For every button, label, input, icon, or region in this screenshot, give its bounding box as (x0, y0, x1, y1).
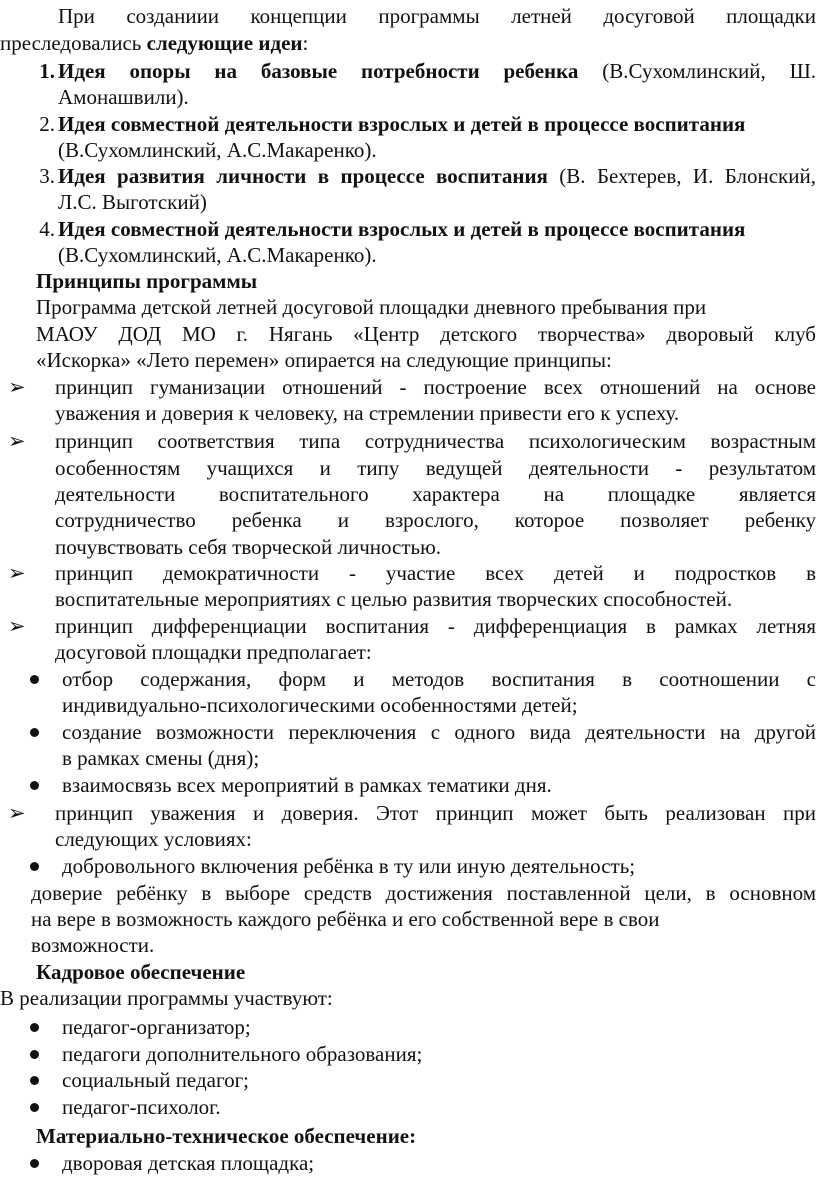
idea-number: 4. (39, 217, 55, 241)
principle-1-line-1: принцип гуманизации отношений - построение всех отношений на основе (55, 375, 816, 399)
principle-2-line-2: особенностям учащихся и типу ведущей деятельности - результатом (55, 456, 816, 480)
bullet-dot-icon (30, 1159, 39, 1168)
principle-2-line-3: деятельности воспитательного характера на площадке является (55, 482, 816, 506)
principles-intro-2: МАОУ ДОД МО г. Нягань «Центр детского творчества» дворовый клуб (36, 322, 816, 346)
bullet-dot-icon (30, 728, 39, 737)
arrow-bullet-icon: ➢ (8, 375, 26, 399)
principle-2-line-1: принцип соответствия типа сотрудничества психологическим возрастным (55, 429, 816, 453)
idea-1-line-1: Идея опоры на базовые потребности ребенка (В.Сухомлинский, Ш. (58, 59, 816, 83)
idea-3-line-1: Идея развития личности в процессе воспитания (В. Бехтерев, И. Блонский, (58, 164, 816, 188)
principle-3-line-1: принцип демократичности - участие всех детей и подростков в (55, 561, 816, 585)
principle-3-line-2: воспитательные мероприятиях с целью развития творческих способностей. (55, 587, 733, 611)
bullet-dot-icon (30, 1050, 39, 1059)
staff-item: педагог-организатор; (62, 1015, 251, 1039)
principles-intro-1: Программа детской летней досуговой площадки дневного пребывания при (36, 295, 707, 319)
principle-4-line-2: досуговой площадки предполагает: (55, 640, 372, 664)
bullet-dot-icon (30, 1103, 39, 1112)
principle-2-line-5: почувствовать себя творческой личностью. (55, 535, 442, 559)
bullet-dot-icon (30, 675, 39, 684)
idea-1-line-2: Амонашвили). (58, 85, 189, 109)
trust-line-2: на вере в возможность каждого ребёнка и его собственной вере в свои (31, 907, 660, 931)
staff-heading: Кадровое обеспечение (36, 960, 246, 984)
staff-intro: В реализации программы участвуют: (0, 986, 333, 1010)
diff-bullet-1-line-1: отбор содержания, форм и методов воспитания в соотношении с (62, 667, 816, 691)
principle-4-line-1: принцип дифференциации воспитания - дифференциация в рамках летняя (55, 614, 816, 638)
idea-4-line-1: Идея совместной деятельности взрослых и детей в процессе воспитания (58, 217, 746, 241)
intro-line-1: При созданиии концепции программы летней досуговой площадки (58, 4, 816, 28)
arrow-bullet-icon: ➢ (8, 614, 26, 638)
idea-number: 3. (39, 164, 55, 188)
respect-bullet: добровольного включения ребёнка в ту или иную деятельность; (62, 854, 636, 878)
material-item: дворовая детская площадка; (62, 1151, 315, 1175)
staff-item: педагоги дополнительного образования; (62, 1042, 423, 1066)
material-heading: Материально-техническое обеспечение: (36, 1124, 417, 1148)
idea-3-line-2: Л.С. Выготский) (58, 190, 207, 214)
bullet-dot-icon (30, 1076, 39, 1085)
idea-number: 1. (39, 59, 55, 83)
trust-line-1: доверие ребёнку в выборе средств достижения поставленной цели, в основном (31, 881, 816, 905)
diff-bullet-3-line-1: взаимосвязь всех мероприятий в рамках тематики дня. (62, 773, 552, 797)
bullet-dot-icon (30, 781, 39, 790)
principle-1-line-2: уважения и доверия к человеку, на стремлении привести его к успеху. (55, 401, 680, 425)
bullet-dot-icon (30, 862, 39, 871)
staff-item: социальный педагог; (62, 1068, 250, 1092)
trust-line-3: возможности. (31, 933, 155, 957)
idea-number: 2. (39, 112, 55, 136)
diff-bullet-2-line-1: создание возможности переключения с одного вида деятельности на другой (62, 720, 816, 744)
principles-intro-3: «Искорка» «Лето перемен» опирается на следующие принципы: (36, 348, 612, 372)
respect-line-1: принцип уважения и доверия. Этот принцип может быть реализован при (55, 801, 816, 825)
idea-2-line-2: (В.Сухомлинский, А.С.Макаренко). (58, 138, 377, 162)
staff-item: педагог-психолог. (62, 1095, 221, 1119)
arrow-bullet-icon: ➢ (8, 429, 26, 453)
bullet-dot-icon (30, 1023, 39, 1032)
diff-bullet-1-line-2: индивидуально-психологическими особенностями детей; (62, 693, 578, 717)
principle-2-line-4: сотрудничество ребенка и взрослого, которое позволяет ребенку (55, 508, 816, 532)
arrow-bullet-icon: ➢ (8, 801, 26, 825)
respect-line-2: следующих условиях: (55, 827, 252, 851)
intro-emphasis: следующие идеи (146, 31, 303, 55)
idea-2-line-1: Идея совместной деятельности взрослых и детей в процессе воспитания (58, 112, 746, 136)
principles-heading: Принципы программы (36, 269, 258, 293)
arrow-bullet-icon: ➢ (8, 561, 26, 585)
diff-bullet-2-line-2: в рамках смены (дня); (62, 746, 260, 770)
idea-4-line-2: (В.Сухомлинский, А.С.Макаренко). (58, 243, 377, 267)
intro-line-2: преследовались следующие идеи: (0, 31, 309, 55)
